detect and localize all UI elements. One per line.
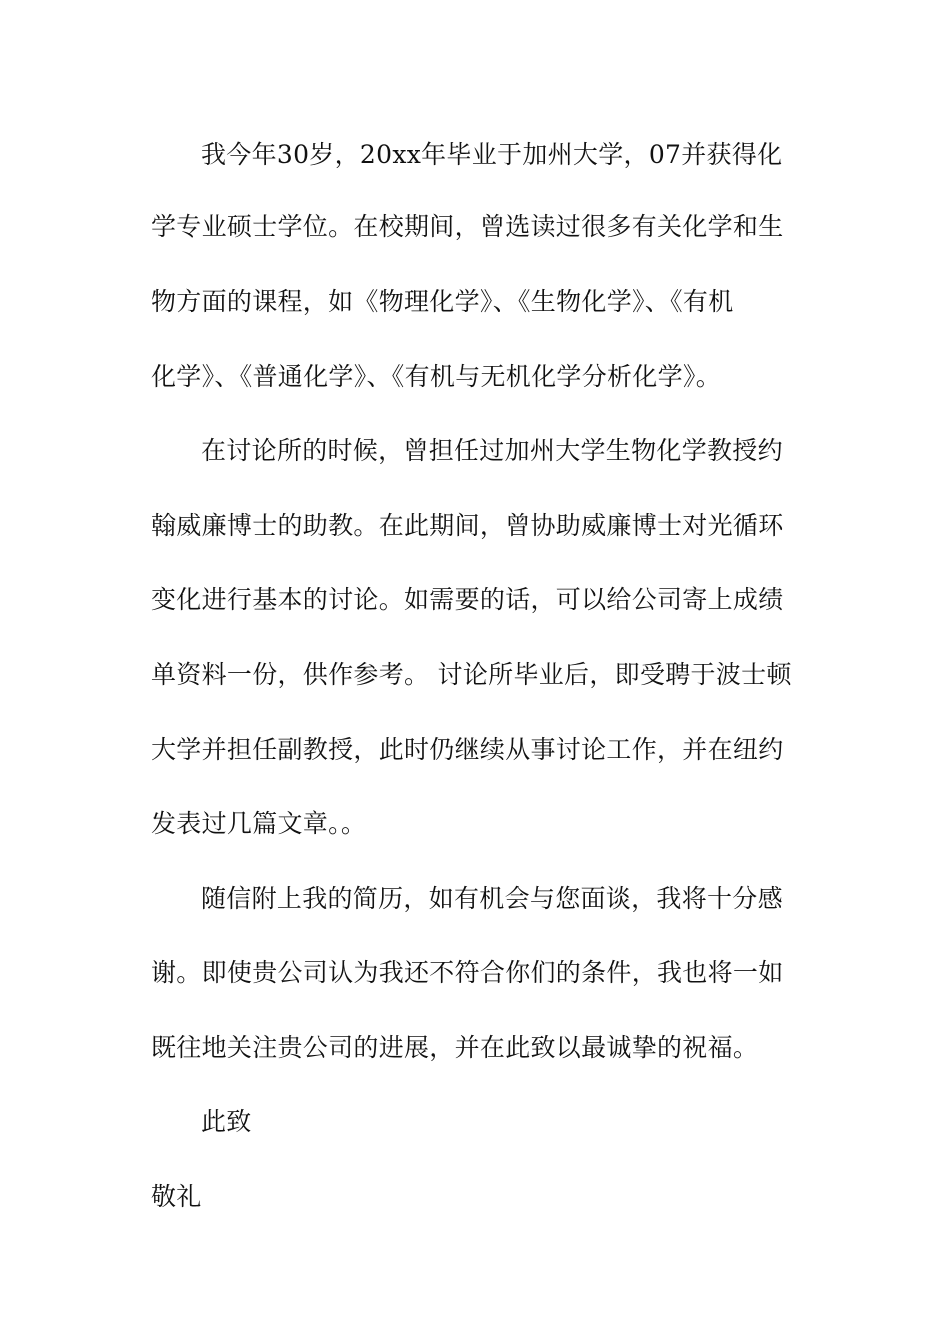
closing-regards: 敬礼: [151, 1182, 202, 1211]
text-line: 学专业硕士学位。在校期间，曾选读过很多有关化学和生: [151, 212, 784, 241]
text-line: 谢。即使贵公司认为我还不符合你们的条件，我也将一如: [151, 958, 784, 987]
text-line: 变化进行基本的讨论。如需要的话，可以给公司寄上成绩: [151, 585, 784, 614]
closing-salutation: 此致: [201, 1107, 252, 1136]
text-line: 大学并担任副教授，此时仍继续从事讨论工作，并在纽约: [151, 735, 784, 764]
text-line: 化学》、《普通化学》、《有机与无机化学分析化学》。: [151, 362, 722, 391]
text-line: 既往地关注贵公司的进展，并在此致以最诚挚的祝福。: [151, 1033, 759, 1062]
text-line: 我今年30岁，20xx年毕业于加州大学，07并获得化: [201, 140, 783, 169]
text-line: 随信附上我的简历，如有机会与您面谈，我将十分感: [201, 884, 783, 913]
text-line: 发表过几篇文章。。: [151, 809, 367, 838]
text-line: 翰威廉博士的助教。在此期间，曾协助威廉博士对光循环: [151, 511, 784, 540]
text-line: 在讨论所的时候，曾担任过加州大学生物化学教授约: [201, 436, 783, 465]
text-line: 物方面的课程，如《物理化学》、《生物化学》、《有机: [151, 287, 734, 316]
text-line: 单资料一份，供作参考。 讨论所毕业后，即受聘于波士顿: [151, 660, 792, 689]
